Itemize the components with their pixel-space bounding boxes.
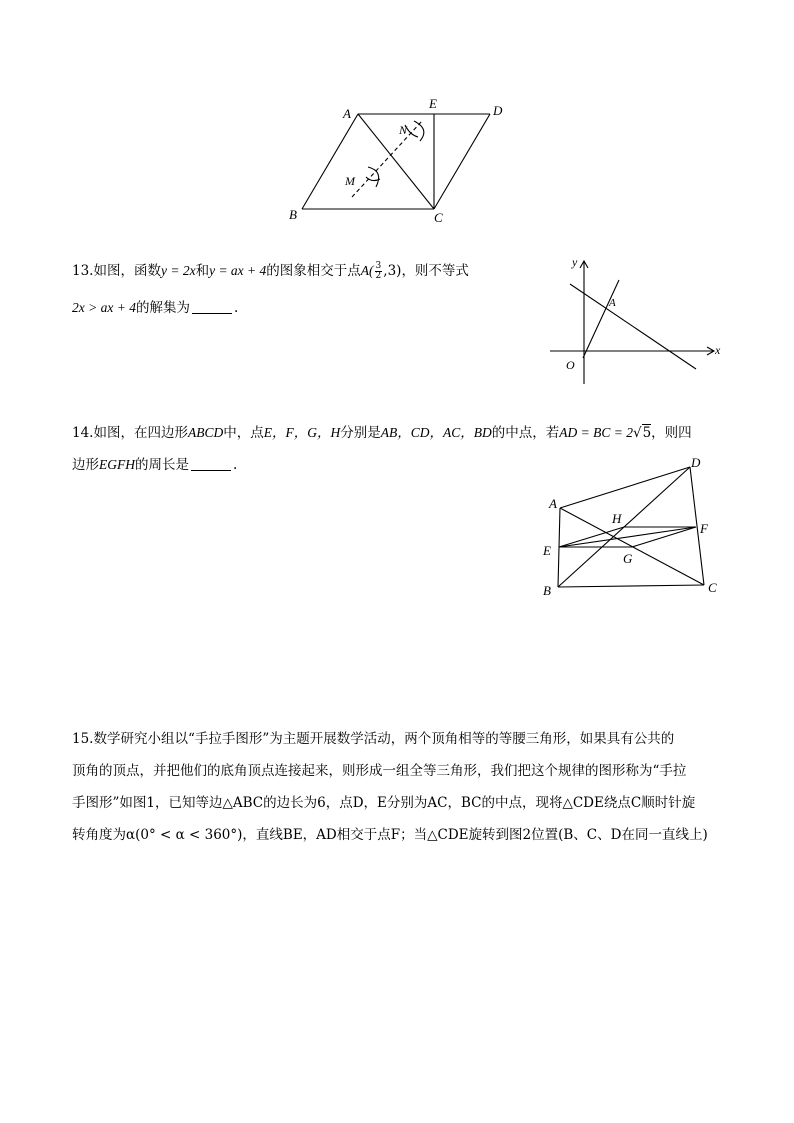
- q14-p2: 中，点: [223, 425, 264, 441]
- q14-p4: 的中点，若: [491, 425, 560, 441]
- q14-sqrt-sign: √: [632, 425, 642, 441]
- q14-end: .: [233, 457, 238, 473]
- q13-frac-den: 2: [375, 271, 382, 281]
- q13-inequality: 2x > ax + 4: [72, 300, 136, 315]
- label-F: F: [700, 521, 708, 536]
- figure-q14-quadrilateral: [538, 455, 728, 600]
- point-A-label: A: [609, 297, 616, 309]
- q14-line2a: 边形: [72, 457, 99, 473]
- q13-func2: y = ax + 4: [209, 263, 267, 278]
- q14-p5: ，则四: [651, 425, 692, 441]
- arc-N: [414, 121, 424, 141]
- q15-text-line1: 数学研究小组以“手拉手图形”为主题开展数学活动，两个顶角相等的等腰三角形，如果具有公共的: [93, 731, 675, 747]
- q14-answer-blank[interactable]: [191, 456, 231, 471]
- segment-DC: [434, 114, 490, 209]
- q15-line3: 手图形”如图1，已知等边△ABC的边长为6，点D，E分别为AC，BC的中点，现将△CDE绕点C顺时针旋: [72, 795, 696, 811]
- label-N: N: [399, 123, 408, 137]
- q13-tail: ，则不等式: [401, 263, 469, 279]
- label-B: B: [289, 207, 297, 222]
- label-D: D: [691, 455, 701, 470]
- segment-GF: [632, 527, 696, 547]
- perpendicular-bisector-MN: [352, 121, 422, 197]
- q14-p3: 分别是: [340, 425, 381, 441]
- q14-line1: [72, 423, 692, 443]
- label-B: B: [543, 583, 551, 598]
- q13-mid: 的图象相交于点: [266, 263, 361, 279]
- q13-intro: 如图，函数: [93, 263, 161, 279]
- q14-p1: 如图，在四边形: [93, 425, 188, 441]
- label-C: C: [434, 210, 443, 225]
- figure-q13-graph: [545, 252, 730, 390]
- q13-and: 和: [195, 263, 210, 279]
- q14-points: E，F，G，H: [263, 425, 341, 440]
- q15-line1: [72, 729, 674, 749]
- q15-number: 15.: [72, 731, 94, 747]
- segment-BC: [558, 585, 704, 587]
- q14-line2: [72, 455, 237, 475]
- q13-answer-blank[interactable]: [192, 299, 232, 314]
- q13-end: .: [233, 300, 239, 316]
- label-M: M: [345, 174, 355, 188]
- label-H: H: [612, 511, 622, 526]
- q14-number: 14.: [72, 425, 94, 441]
- line-y-ax-plus-4: [570, 284, 696, 369]
- line-y-2x: [583, 280, 619, 358]
- q14-quad2: EGFH: [99, 457, 135, 472]
- label-E: E: [543, 543, 551, 558]
- q13-func1: y = 2x: [160, 263, 196, 278]
- q13-ask: 的解集为: [135, 300, 190, 316]
- y-label: y: [572, 255, 578, 269]
- q13-point-rest: ,3): [383, 263, 402, 279]
- q14-segments: AB，CD，AC，BD: [380, 425, 492, 440]
- q14-sqrt-value: 5: [642, 425, 652, 441]
- q13-number: 13.: [72, 263, 94, 279]
- label-A: A: [343, 106, 351, 121]
- label-G: G: [623, 551, 633, 566]
- label-D: D: [493, 103, 503, 118]
- q14-quad: ABCD: [187, 425, 224, 440]
- segment-AB: [302, 114, 358, 209]
- segment-AD: [560, 467, 690, 508]
- q13-frac-num: 3: [375, 261, 382, 271]
- q15-line4: 转角度为α(0° < α < 360°)，直线BE，AD相交于点F；当△CDE旋转到图2位置(B、C、D在同一直线上): [72, 827, 708, 843]
- label-C: C: [708, 580, 717, 595]
- q14-equation: AD = BC = 2: [559, 425, 633, 440]
- q14-line2b: 的周长是: [135, 457, 189, 473]
- label-E: E: [429, 96, 437, 111]
- q13-fraction: [375, 262, 383, 281]
- q13-line1: [72, 261, 469, 281]
- x-label: x: [715, 343, 721, 357]
- q13-line2: [72, 298, 238, 318]
- q13-point-name: A(: [360, 263, 374, 278]
- origin-label: O: [566, 358, 575, 372]
- label-A: A: [549, 496, 557, 511]
- q15-line2: 顶角的顶点，并把他们的底角顶点连接起来，则形成一组全等三角形，我们把这个规律的图形称为“手拉: [72, 763, 687, 779]
- figure-parallelogram: [280, 95, 510, 230]
